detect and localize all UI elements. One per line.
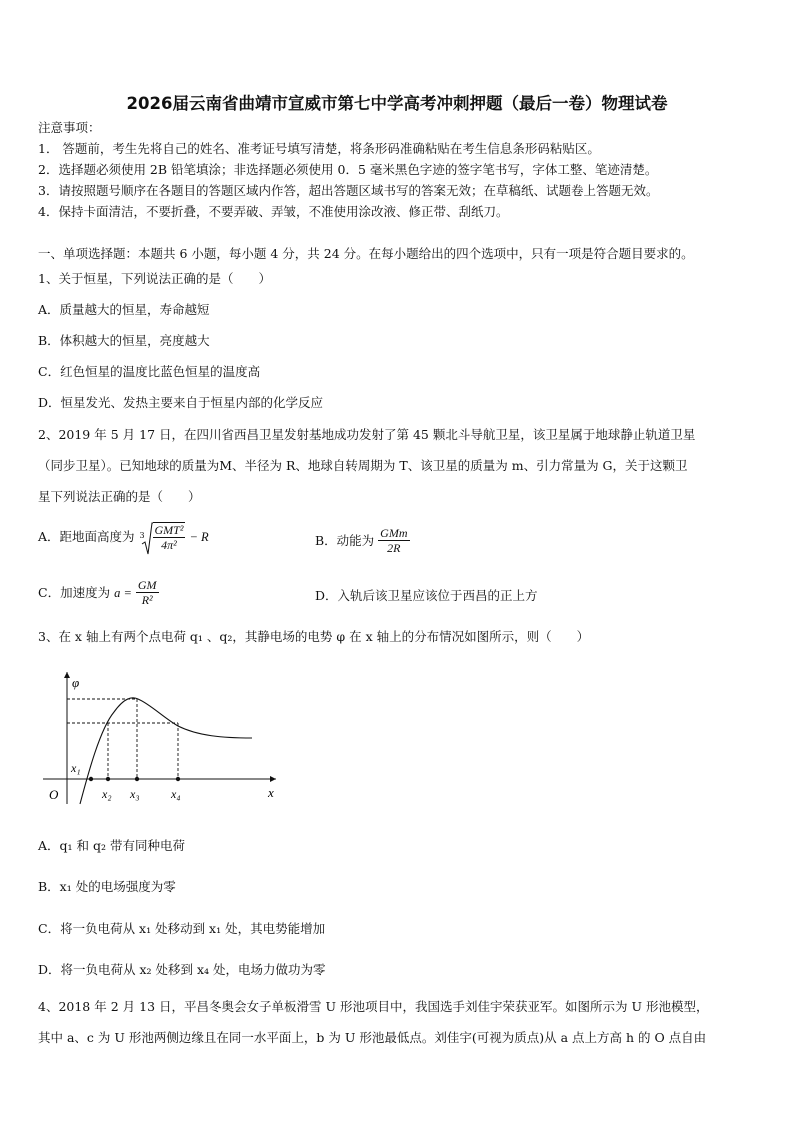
point-x1 bbox=[89, 777, 93, 781]
root-fraction bbox=[153, 522, 186, 552]
q3-stem: 3、在 x 轴上有两个点电荷 q₁ 、q₂，其静电场的电势 φ 在 x 轴上的分布情况如图所示，则（ ） bbox=[38, 629, 590, 644]
q2-option-c-var: a = bbox=[114, 585, 132, 600]
x-axis-label: x bbox=[268, 785, 274, 800]
cube-root-formula bbox=[139, 522, 186, 552]
q1-stem: 1、关于恒星，下列说法正确的是（ ） bbox=[38, 271, 271, 286]
notice-item-3: 3．请按照题号顺序在各题目的答题区域内作答，超出答题区域书写的答案无效；在草稿纸、试题卷上答题无效。 bbox=[38, 183, 659, 198]
q2-option-d: D．入轨后该卫星应该位于西昌的正上方 bbox=[315, 588, 538, 603]
q1-option-c: C．红色恒星的温度比蓝色恒星的温度高 bbox=[38, 364, 261, 379]
q4-stem-line-2: 其中 a、c 为 U 形池两侧边缘且在同一水平面上，b 为 U 形池最低点。刘佳宇(可视为质点)从 a 点上方高 h 的 O 点自由 bbox=[38, 1030, 707, 1045]
origin-label: O bbox=[49, 787, 59, 802]
q2-option-c-prefix: C．加速度为 bbox=[38, 584, 111, 600]
ke-denominator: 2R bbox=[387, 541, 401, 555]
notice-item-1: 1． 答题前，考生先将自己的姓名、准考证号填写清楚，将条形码准确粘贴在考生信息条形码粘贴区。 bbox=[38, 141, 600, 156]
x1-label: x₁ bbox=[71, 761, 81, 775]
notice-item-4: 4．保持卡面清洁，不要折叠，不要弄破、弄皱，不准使用涂改液、修正带、刮纸刀。 bbox=[38, 204, 509, 219]
acc-numerator: GM bbox=[137, 578, 157, 592]
radical-sign bbox=[141, 522, 153, 556]
root-numerator: GMT² bbox=[154, 523, 184, 537]
q2-option-a bbox=[38, 522, 209, 552]
q3-option-a: A．q₁ 和 q₂ 带有同种电荷 bbox=[38, 838, 185, 853]
root-index: 3 bbox=[139, 531, 145, 540]
notice-heading: 注意事项： bbox=[38, 120, 101, 135]
y-axis-label: φ bbox=[72, 675, 80, 690]
q1-option-d: D．恒星发光、发热主要来自于恒星内部的化学反应 bbox=[38, 395, 324, 410]
notice-item-2: 2．选择题必须使用 2B 铅笔填涂；非选择题必须使用 0．5 毫米黑色字迹的签字笔书写，字体工整、笔迹清楚。 bbox=[38, 162, 658, 177]
x4-label: x₄ bbox=[171, 787, 181, 801]
q2-option-a-suffix: − R bbox=[189, 530, 209, 544]
q3-option-c: C．将一负电荷从 x₁ 处移动到 x₁ 处，其电势能增加 bbox=[38, 921, 326, 936]
q2-stem-line-2: （同步卫星）。已知地球的质量为M、半径为 R、地球自转周期为 T、该卫星的质量为 m、引力常量为 G，关于这颗卫 bbox=[38, 458, 688, 473]
q2-option-c bbox=[38, 578, 159, 607]
section-heading: 一、单项选择题：本题共 6 小题，每小题 4 分，共 24 分。在每小题给出的四个选项中，只有一项是符合题目要求的。 bbox=[38, 246, 694, 261]
q2-option-b bbox=[315, 526, 410, 555]
q1-option-a: A．质量越大的恒星，寿命越短 bbox=[38, 302, 210, 317]
q3-option-b: B．x₁ 处的电场强度为零 bbox=[38, 879, 176, 894]
kinetic-energy-fraction bbox=[378, 526, 409, 555]
root-denominator: 4π² bbox=[161, 538, 177, 552]
point-x3 bbox=[135, 777, 139, 781]
potential-graph bbox=[38, 664, 288, 806]
acceleration-fraction bbox=[136, 578, 159, 607]
point-x4 bbox=[176, 777, 180, 781]
q2-option-b-prefix: B．动能为 bbox=[315, 532, 375, 548]
q2-stem-line-3: 星下列说法正确的是（ ） bbox=[38, 489, 201, 504]
ke-numerator: GMm bbox=[380, 526, 408, 540]
q3-option-d: D．将一负电荷从 x₂ 处移到 x₄ 处，电场力做功为零 bbox=[38, 962, 326, 977]
acc-denominator: R² bbox=[141, 593, 153, 607]
q2-option-a-prefix: A．距地面高度为 bbox=[38, 529, 135, 544]
page-title: 2026届云南省曲靖市宣威市第七中学高考冲刺押题（最后一卷）物理试卷 bbox=[126, 94, 668, 113]
point-x2 bbox=[106, 777, 110, 781]
q1-option-b: B．体积越大的恒星，亮度越大 bbox=[38, 333, 210, 348]
x3-label: x₃ bbox=[130, 787, 140, 801]
q2-stem-line-1: 2、2019 年 5 月 17 日，在四川省西昌卫星发射基地成功发射了第 45 颗北斗导航卫星，该卫星属于地球静止轨道卫星 bbox=[38, 427, 696, 442]
x2-label: x₂ bbox=[102, 787, 112, 801]
q4-stem-line-1: 4、2018 年 2 月 13 日，平昌冬奥会女子单板滑雪 U 形池项目中，我国选手刘佳宇荣获亚军。如图所示为 U 形池模型， bbox=[38, 999, 709, 1014]
